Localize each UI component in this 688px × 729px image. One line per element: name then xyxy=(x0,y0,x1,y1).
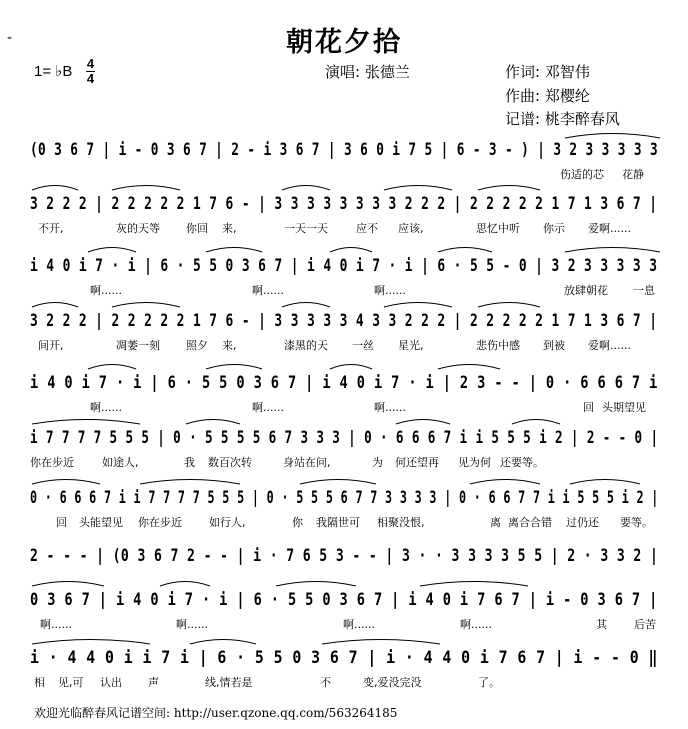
lyric-text: 啊...... xyxy=(374,401,406,414)
lyric-text: 凋萎一刻 xyxy=(116,339,160,352)
time-signature-bottom: 4 xyxy=(86,71,95,86)
lyric-text: 过仍还 xyxy=(566,516,599,529)
lyric-text: 见为何 xyxy=(458,456,491,469)
lyric-text: 啊...... xyxy=(343,618,375,631)
slur-arc xyxy=(88,365,136,370)
lyric-text: 一天一天 xyxy=(284,222,328,235)
lyric-text: 啊...... xyxy=(460,618,492,631)
key-signature: 1= ♭B xyxy=(34,63,73,80)
lyricist-credit: 作词: 邓智伟 xyxy=(505,63,590,81)
slur-arc xyxy=(420,582,528,587)
lyric-text: 放肆朝花 xyxy=(564,284,608,297)
lyric-text: 间开, xyxy=(38,339,64,352)
lyric-text: 你 xyxy=(292,516,303,529)
lyric-text: 头期望见 xyxy=(602,401,646,414)
lyric-text: 到被 xyxy=(543,339,565,352)
slur-arc xyxy=(565,134,660,139)
lyric-text: 我隔世可 xyxy=(316,516,360,529)
page-marker: - xyxy=(7,30,13,46)
lyric-text: 你示 xyxy=(543,222,565,235)
slur-arc xyxy=(438,365,500,370)
slur-arc xyxy=(282,303,330,308)
slur-arc xyxy=(300,480,376,485)
lyric-text: 啊...... xyxy=(252,284,284,297)
lyric-text: 离合合错 xyxy=(508,516,552,529)
lyric-text: 声 xyxy=(148,676,159,689)
lyric-text: 悲伤中感 xyxy=(476,339,520,352)
slur-arc xyxy=(186,420,240,425)
lyric-text: 见,可 xyxy=(58,676,84,689)
slur-arc xyxy=(565,248,660,253)
slur-arc xyxy=(478,186,540,191)
slur-arc xyxy=(112,303,180,308)
slur-arc xyxy=(330,365,372,370)
lyric-text: 了。 xyxy=(478,676,500,689)
lyric-text: 一丝 xyxy=(352,339,374,352)
lyric-text: 应该, xyxy=(398,222,424,235)
slur-arc xyxy=(512,420,560,425)
slur-arc xyxy=(276,582,356,587)
lyric-text: 我 xyxy=(184,456,195,469)
notation-row: 0 3 6 7 | i 4 0 i 7 · i | 6 · 5 5 0 3 6 7 | i 4 0 i 7 6 7 | i - 0 3 6 7 | xyxy=(30,590,658,610)
slur-arc xyxy=(32,303,78,308)
lyric-text: 你在步近 xyxy=(30,456,74,469)
slur-arc xyxy=(330,248,372,253)
notation-row: i 4 0 i 7 · i | 6 · 5 5 0 3 6 7 | i 4 0 i 7 · i | 2 3 - - | 0 · 6 6 6 7 i xyxy=(30,373,658,393)
lyric-text: 来, xyxy=(222,222,237,235)
lyric-text: 为 xyxy=(372,456,383,469)
slur-arc xyxy=(206,365,262,370)
lyric-text: 相 xyxy=(34,676,45,689)
lyric-text: 其 xyxy=(596,618,607,631)
slur-arc xyxy=(32,186,78,191)
lyric-text: 问, xyxy=(316,456,331,469)
lyric-text: 你回 xyxy=(186,222,208,235)
lyric-text: 何还望再 xyxy=(395,456,439,469)
composer-credit: 作曲: 郑樱纶 xyxy=(505,87,590,105)
lyric-text: 后苦 xyxy=(634,618,656,631)
lyric-text: 线,情若是 xyxy=(205,676,253,689)
lyric-text: 啊...... xyxy=(40,618,72,631)
notation-row: 0 · 6 6 6 7 i i 7 7 7 7 5 5 5 | 0 · 5 5 5 6 7 7 3 3 3 3 | 0 · 6 6 7 7 i i 5 5 5 i 2 | xyxy=(30,488,659,508)
lyric-text: 回 xyxy=(583,401,594,414)
notation-row: 3 2 2 2 | 2 2 2 2 2 1 7 6 - | 3 3 3 3 3 3 3 3 2 2 2 | 2 2 2 2 2 1 7 1 3 6 7 | xyxy=(30,194,658,214)
transcriber-credit: 记谱: 桃李醉春风 xyxy=(505,110,620,128)
notation-row: i 7 7 7 7 5 5 5 | 0 · 5 5 5 5 6 7 3 3 3 | 0 · 6 6 6 7 i i 5 5 5 i 2 | 2 - - 0 | xyxy=(30,428,659,448)
lyric-text: 花静 xyxy=(622,168,644,181)
lyric-text: 星光, xyxy=(398,339,424,352)
slur-arc xyxy=(396,420,450,425)
lyric-text: 思忆中听 xyxy=(476,222,520,235)
lyric-text: 如途人, xyxy=(102,456,139,469)
slur-arc xyxy=(384,186,452,191)
slur-arc xyxy=(88,248,136,253)
lyric-text: 还要等。 xyxy=(500,456,544,469)
lyric-text: 如行人, xyxy=(209,516,246,529)
lyric-text: 不 xyxy=(320,676,331,689)
lyric-text: 啊...... xyxy=(176,618,208,631)
slur-arc xyxy=(112,186,180,191)
lyric-text: 变,爱没完没 xyxy=(363,676,422,689)
lyric-text: 爱啊...... xyxy=(588,222,631,235)
lyric-text: 数百次转 xyxy=(208,456,252,469)
lyric-text: 离 xyxy=(490,516,501,529)
lyric-text: 要等。 xyxy=(620,516,653,529)
lyric-text: 啊...... xyxy=(374,284,406,297)
lyric-text: 一息 xyxy=(633,284,655,297)
notation-row: (0 3 6 7 | i - 0 3 6 7 | 2 - i 3 6 7 | 3 6 0 i 7 5 | 6 - 3 - ) | 3 2 3 3 3 3 3 xyxy=(30,140,658,160)
lyric-text: 漆黑的天 xyxy=(284,339,328,352)
slur-arc xyxy=(438,248,492,253)
slur-arc xyxy=(470,480,540,485)
slur-arc xyxy=(160,582,210,587)
slur-arc xyxy=(190,640,256,645)
slur-arc xyxy=(206,248,262,253)
lyric-text: 你在步近 xyxy=(138,516,182,529)
singer-credit: 演唱: 张德兰 xyxy=(325,63,410,81)
lyric-text: 应不 xyxy=(356,222,378,235)
lyric-text: 回 xyxy=(56,516,67,529)
notation-row: i · 4 4 0 i i 7 i | 6 · 5 5 0 3 6 7 | i · 4 4 0 i 7 6 7 | i - - 0 ‖ xyxy=(30,648,658,668)
notation-row: 2 - - - | (0 3 6 7 2 - - | i · 7 6 5 3 - - | 3 · · 3 3 3 3 5 5 | 2 · 3 3 2 | xyxy=(30,546,659,566)
slur-arc xyxy=(282,186,330,191)
lyric-text: 照夕 xyxy=(186,339,208,352)
lyric-text: 认出 xyxy=(100,676,122,689)
lyric-text: 来, xyxy=(222,339,237,352)
song-title: 朝花夕拾 xyxy=(286,27,402,58)
slur-arc xyxy=(32,420,140,425)
notation-row: 3 2 2 2 | 2 2 2 2 2 1 7 6 - | 3 3 3 3 3 4 3 3 2 2 2 | 2 2 2 2 2 1 7 1 3 6 7 | xyxy=(30,311,658,331)
notation-row: i 4 0 i 7 · i | 6 · 5 5 0 3 6 7 | i 4 0 i 7 · i | 6 · 5 5 - 0 | 3 2 3 3 3 3 3 xyxy=(30,256,658,276)
lyric-text: 不开, xyxy=(38,222,64,235)
lyric-text: 爱啊...... xyxy=(588,339,631,352)
footer-note: 欢迎光临醉春风记谱空间: http://user.qzone.qq.com/563264185 xyxy=(34,706,398,720)
lyric-text: 相聚没恨, xyxy=(377,516,425,529)
slur-arc xyxy=(32,582,104,587)
slur-arc xyxy=(384,303,452,308)
slur-arc xyxy=(140,480,240,485)
lyric-text: 伤适的芯 xyxy=(560,168,604,181)
slur-arc xyxy=(478,303,540,308)
time-signature-top: 4 xyxy=(86,56,95,71)
lyric-text: 啊...... xyxy=(252,401,284,414)
slur-arc xyxy=(570,480,640,485)
lyric-text: 啊...... xyxy=(90,284,122,297)
slur-arc xyxy=(32,640,150,645)
lyric-text: 身站在 xyxy=(283,456,316,469)
lyric-text: 头能望见 xyxy=(79,516,123,529)
lyric-text: 灰的天等 xyxy=(116,222,160,235)
slur-arc xyxy=(32,480,100,485)
lyric-text: 啊...... xyxy=(90,401,122,414)
slur-arc xyxy=(322,640,440,645)
